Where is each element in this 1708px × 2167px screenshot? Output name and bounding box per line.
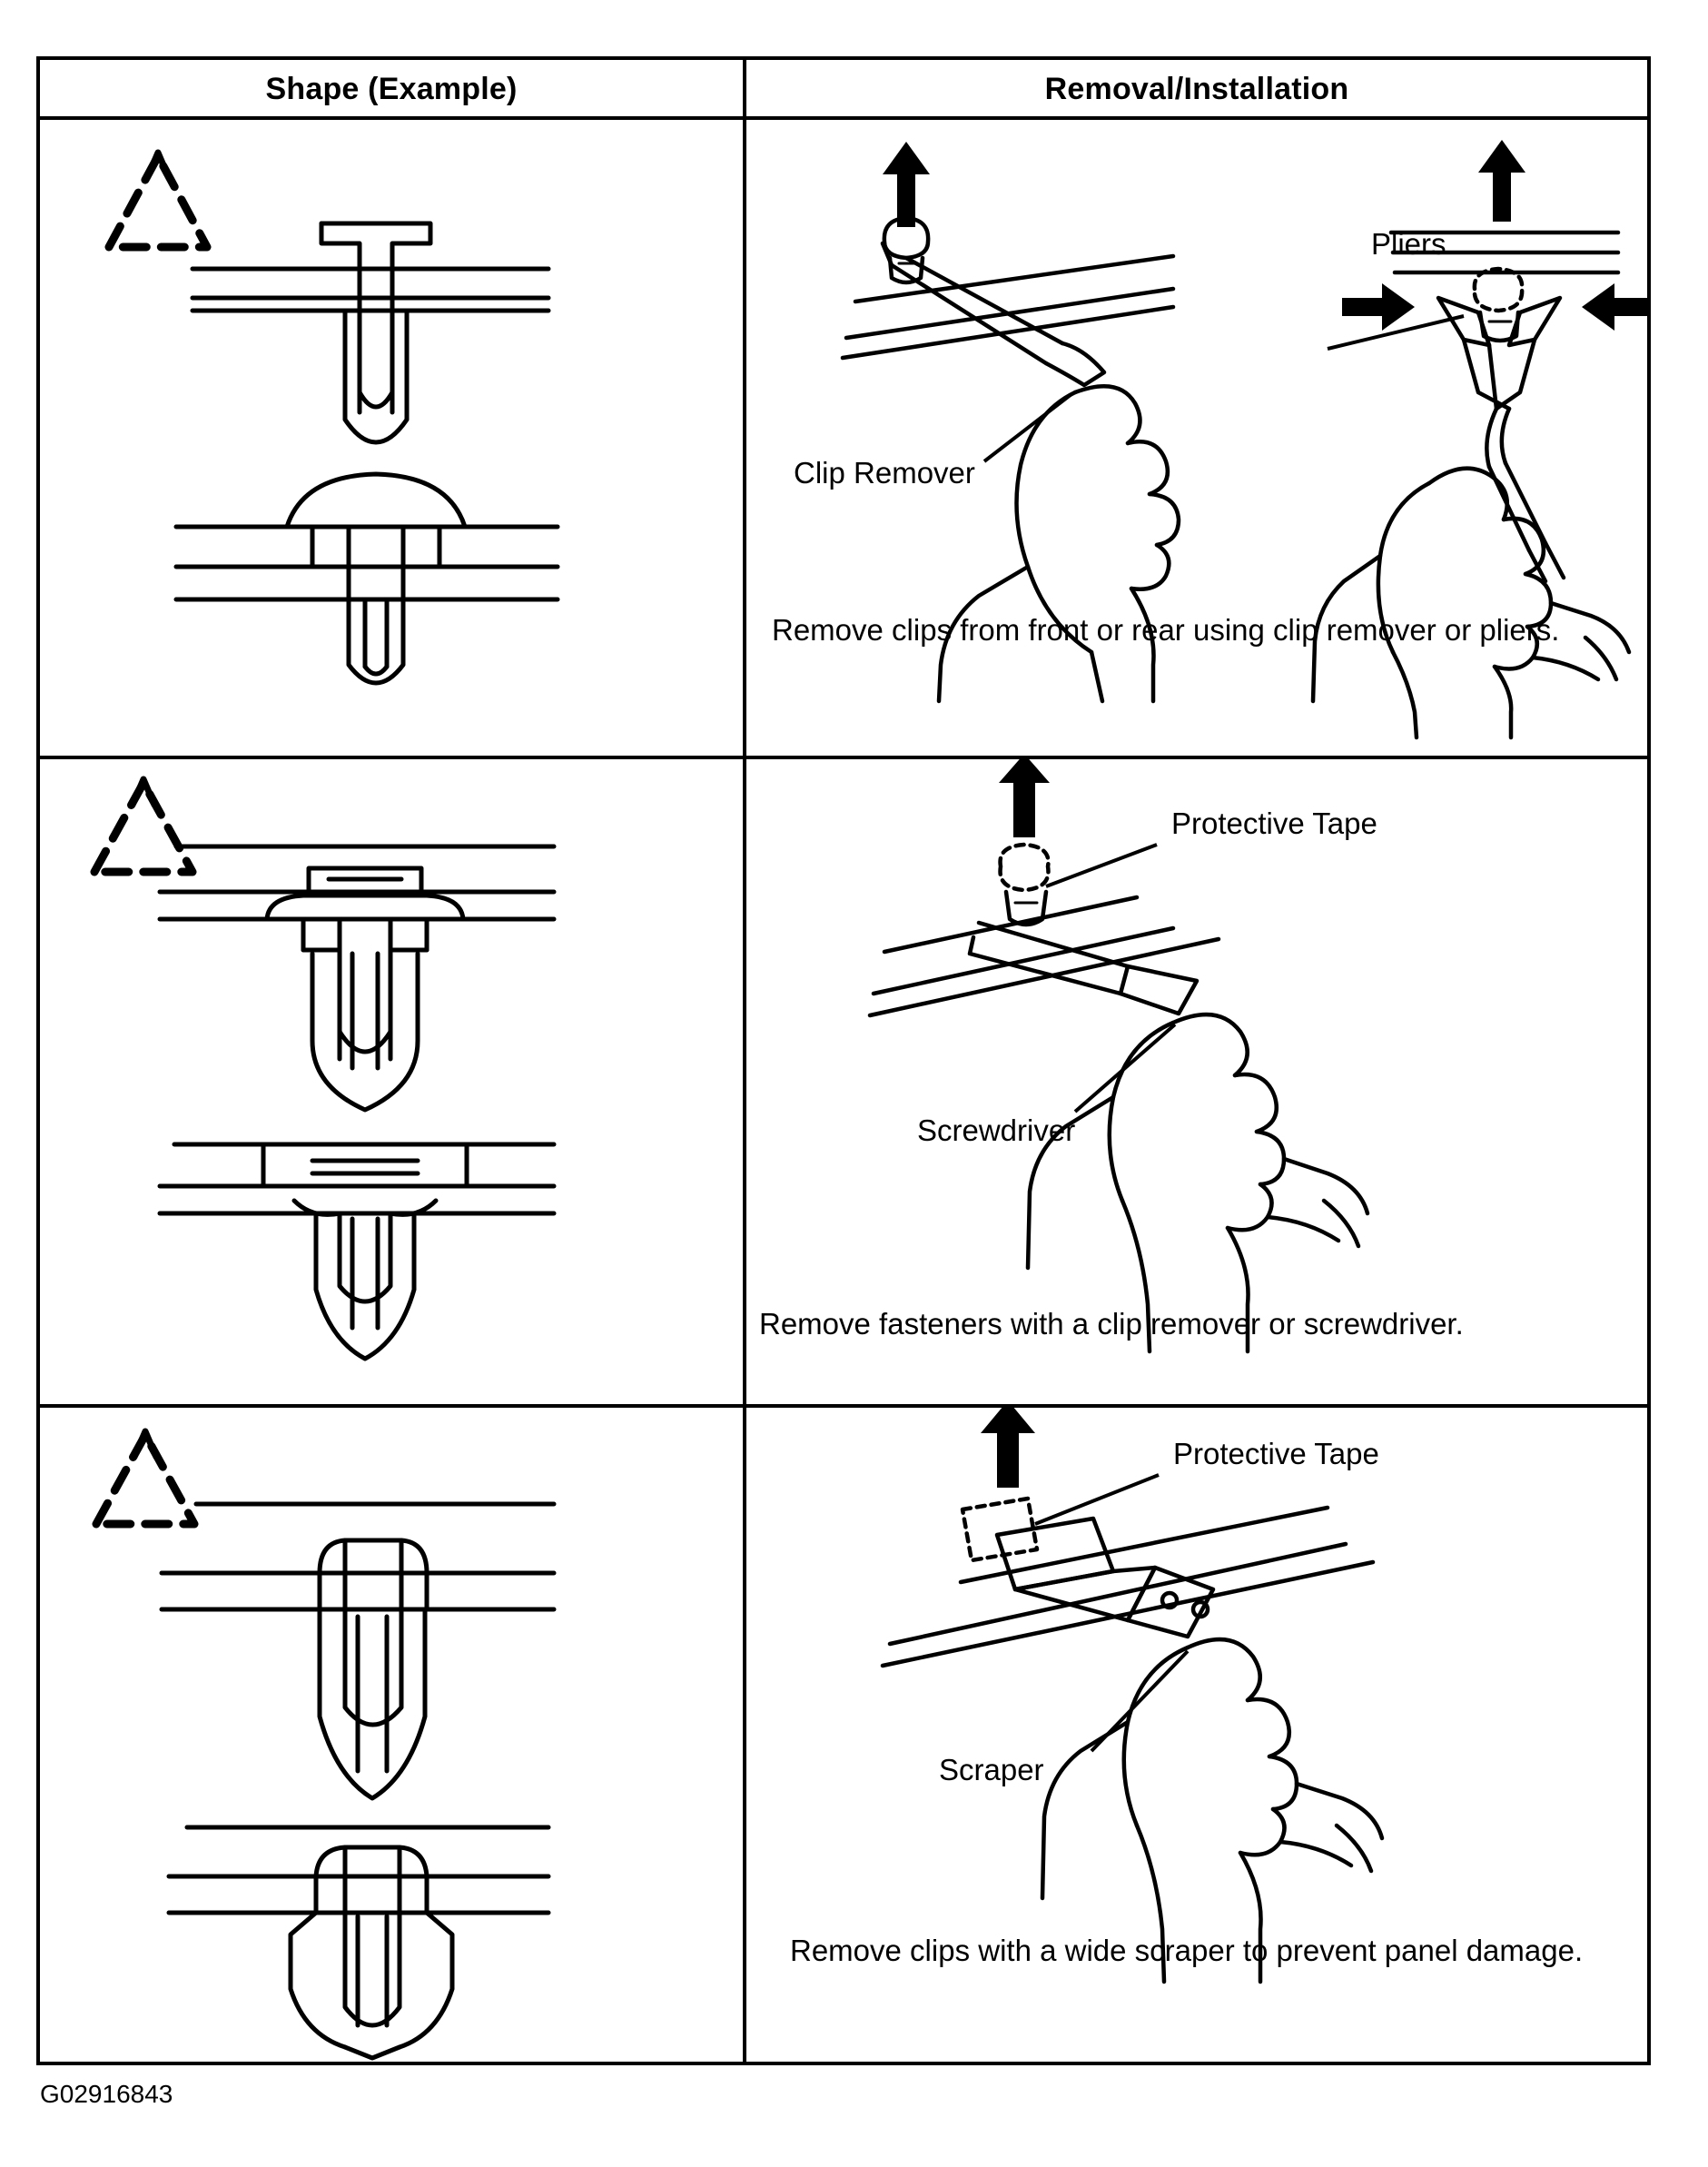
instruction-cell-1	[746, 120, 1647, 756]
table-header-row	[40, 60, 1647, 116]
header-shape-label: Shape (Example)	[265, 71, 518, 106]
caption-row-2: Remove fasteners with a clip remover or screwdriver.	[759, 1307, 1464, 1341]
label-protective-tape: Protective Tape	[1173, 1437, 1379, 1470]
instruction-cell-3	[746, 1408, 1647, 2062]
header-cell-removal	[746, 60, 1647, 116]
label-protective-tape: Protective Tape	[1171, 806, 1377, 840]
table-row	[40, 756, 1647, 1404]
shape-cell-3	[40, 1408, 746, 2062]
table-row	[40, 1404, 1647, 2062]
instruction-cell-2	[746, 759, 1647, 1404]
label-screwdriver: Screwdriver	[917, 1113, 1076, 1147]
label-clip-remover: Clip Remover	[794, 456, 975, 490]
caption-row-1: Remove clips from front or rear using clip remover or pliers.	[772, 613, 1560, 647]
label-scraper: Scraper	[939, 1753, 1044, 1786]
shape-cell-1	[40, 120, 746, 756]
header-cell-shape	[40, 60, 746, 116]
clip-removal-table	[36, 56, 1651, 2065]
header-removal-label: Removal/Installation	[1044, 71, 1349, 106]
figure-code: G02916843	[40, 2080, 173, 2108]
shape-cell-2	[40, 759, 746, 1404]
table-row	[40, 116, 1647, 756]
caption-row-3: Remove clips with a wide scraper to prevent panel damage.	[790, 1934, 1584, 1967]
label-pliers: Pliers	[1371, 227, 1446, 261]
